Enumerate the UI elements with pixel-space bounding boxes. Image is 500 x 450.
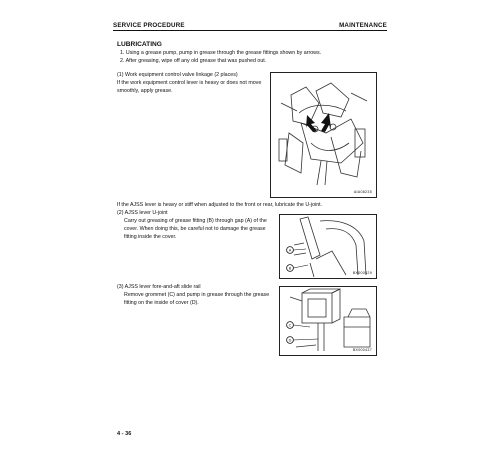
grease-arrow-icon <box>306 115 317 132</box>
page-number: 4 - 36 <box>117 431 132 437</box>
item3-heading: (3) AJSS lever fore-and-aft slide rail <box>117 284 201 290</box>
figure-control-valve-linkage <box>270 72 377 198</box>
item1-line-2: smoothly, apply grease. <box>117 88 173 94</box>
item2-line-2: cover. When doing this, be careful not to damage the grease <box>124 226 266 232</box>
figure-id: AIA08235 <box>353 190 372 194</box>
item2-line-1: Carry out greasing of grease fitting (B) through gap (A) of the <box>124 218 267 224</box>
callout-d-label: D <box>288 338 292 343</box>
item3-line-1: Remove grommet (C) and pump in grease through the grease <box>124 292 270 298</box>
item2-line-3: fitting inside the cover. <box>124 234 177 240</box>
ajss-u-joint-illustration <box>280 215 376 278</box>
callout-b-label: B <box>288 266 292 271</box>
grease-arrow-icon <box>321 113 331 132</box>
item1-line-1: If the work equipment control lever is heavy or does not move <box>117 80 262 86</box>
header-rule <box>113 30 387 31</box>
step-1: 1. Using a grease pump, pump in grease through the grease fittings shown by arrows. <box>120 50 322 56</box>
figure-ajss-slide-rail <box>279 286 377 356</box>
item2-heading: (2) AJSS lever U-joint <box>117 210 168 216</box>
control-valve-linkage-illustration <box>271 73 376 197</box>
item3-line-2: fitting on the inside of cover (D). <box>124 300 199 306</box>
figure-id: BX000437 <box>352 348 372 352</box>
ajss-slide-rail-illustration <box>280 287 376 355</box>
item1-heading: (1) Work equipment control valve linkage (2 places) <box>117 72 238 78</box>
header-section-label: SERVICE PROCEDURE <box>113 22 185 29</box>
callout-c-label: C <box>288 323 292 328</box>
item2-intro: If the AJSS lever is heavy or stiff when adjusted to the front or rear, lubricate the U-joint. <box>117 202 323 208</box>
figure-ajss-u-joint <box>279 214 377 279</box>
header-chapter-label: MAINTENANCE <box>339 22 387 29</box>
step-2: 2. After greasing, wipe off any old grease that was pushed out. <box>120 58 267 64</box>
callout-a-label: A <box>288 248 292 253</box>
figure-id: BX000429 <box>352 271 372 275</box>
section-title: LUBRICATING <box>117 41 162 48</box>
